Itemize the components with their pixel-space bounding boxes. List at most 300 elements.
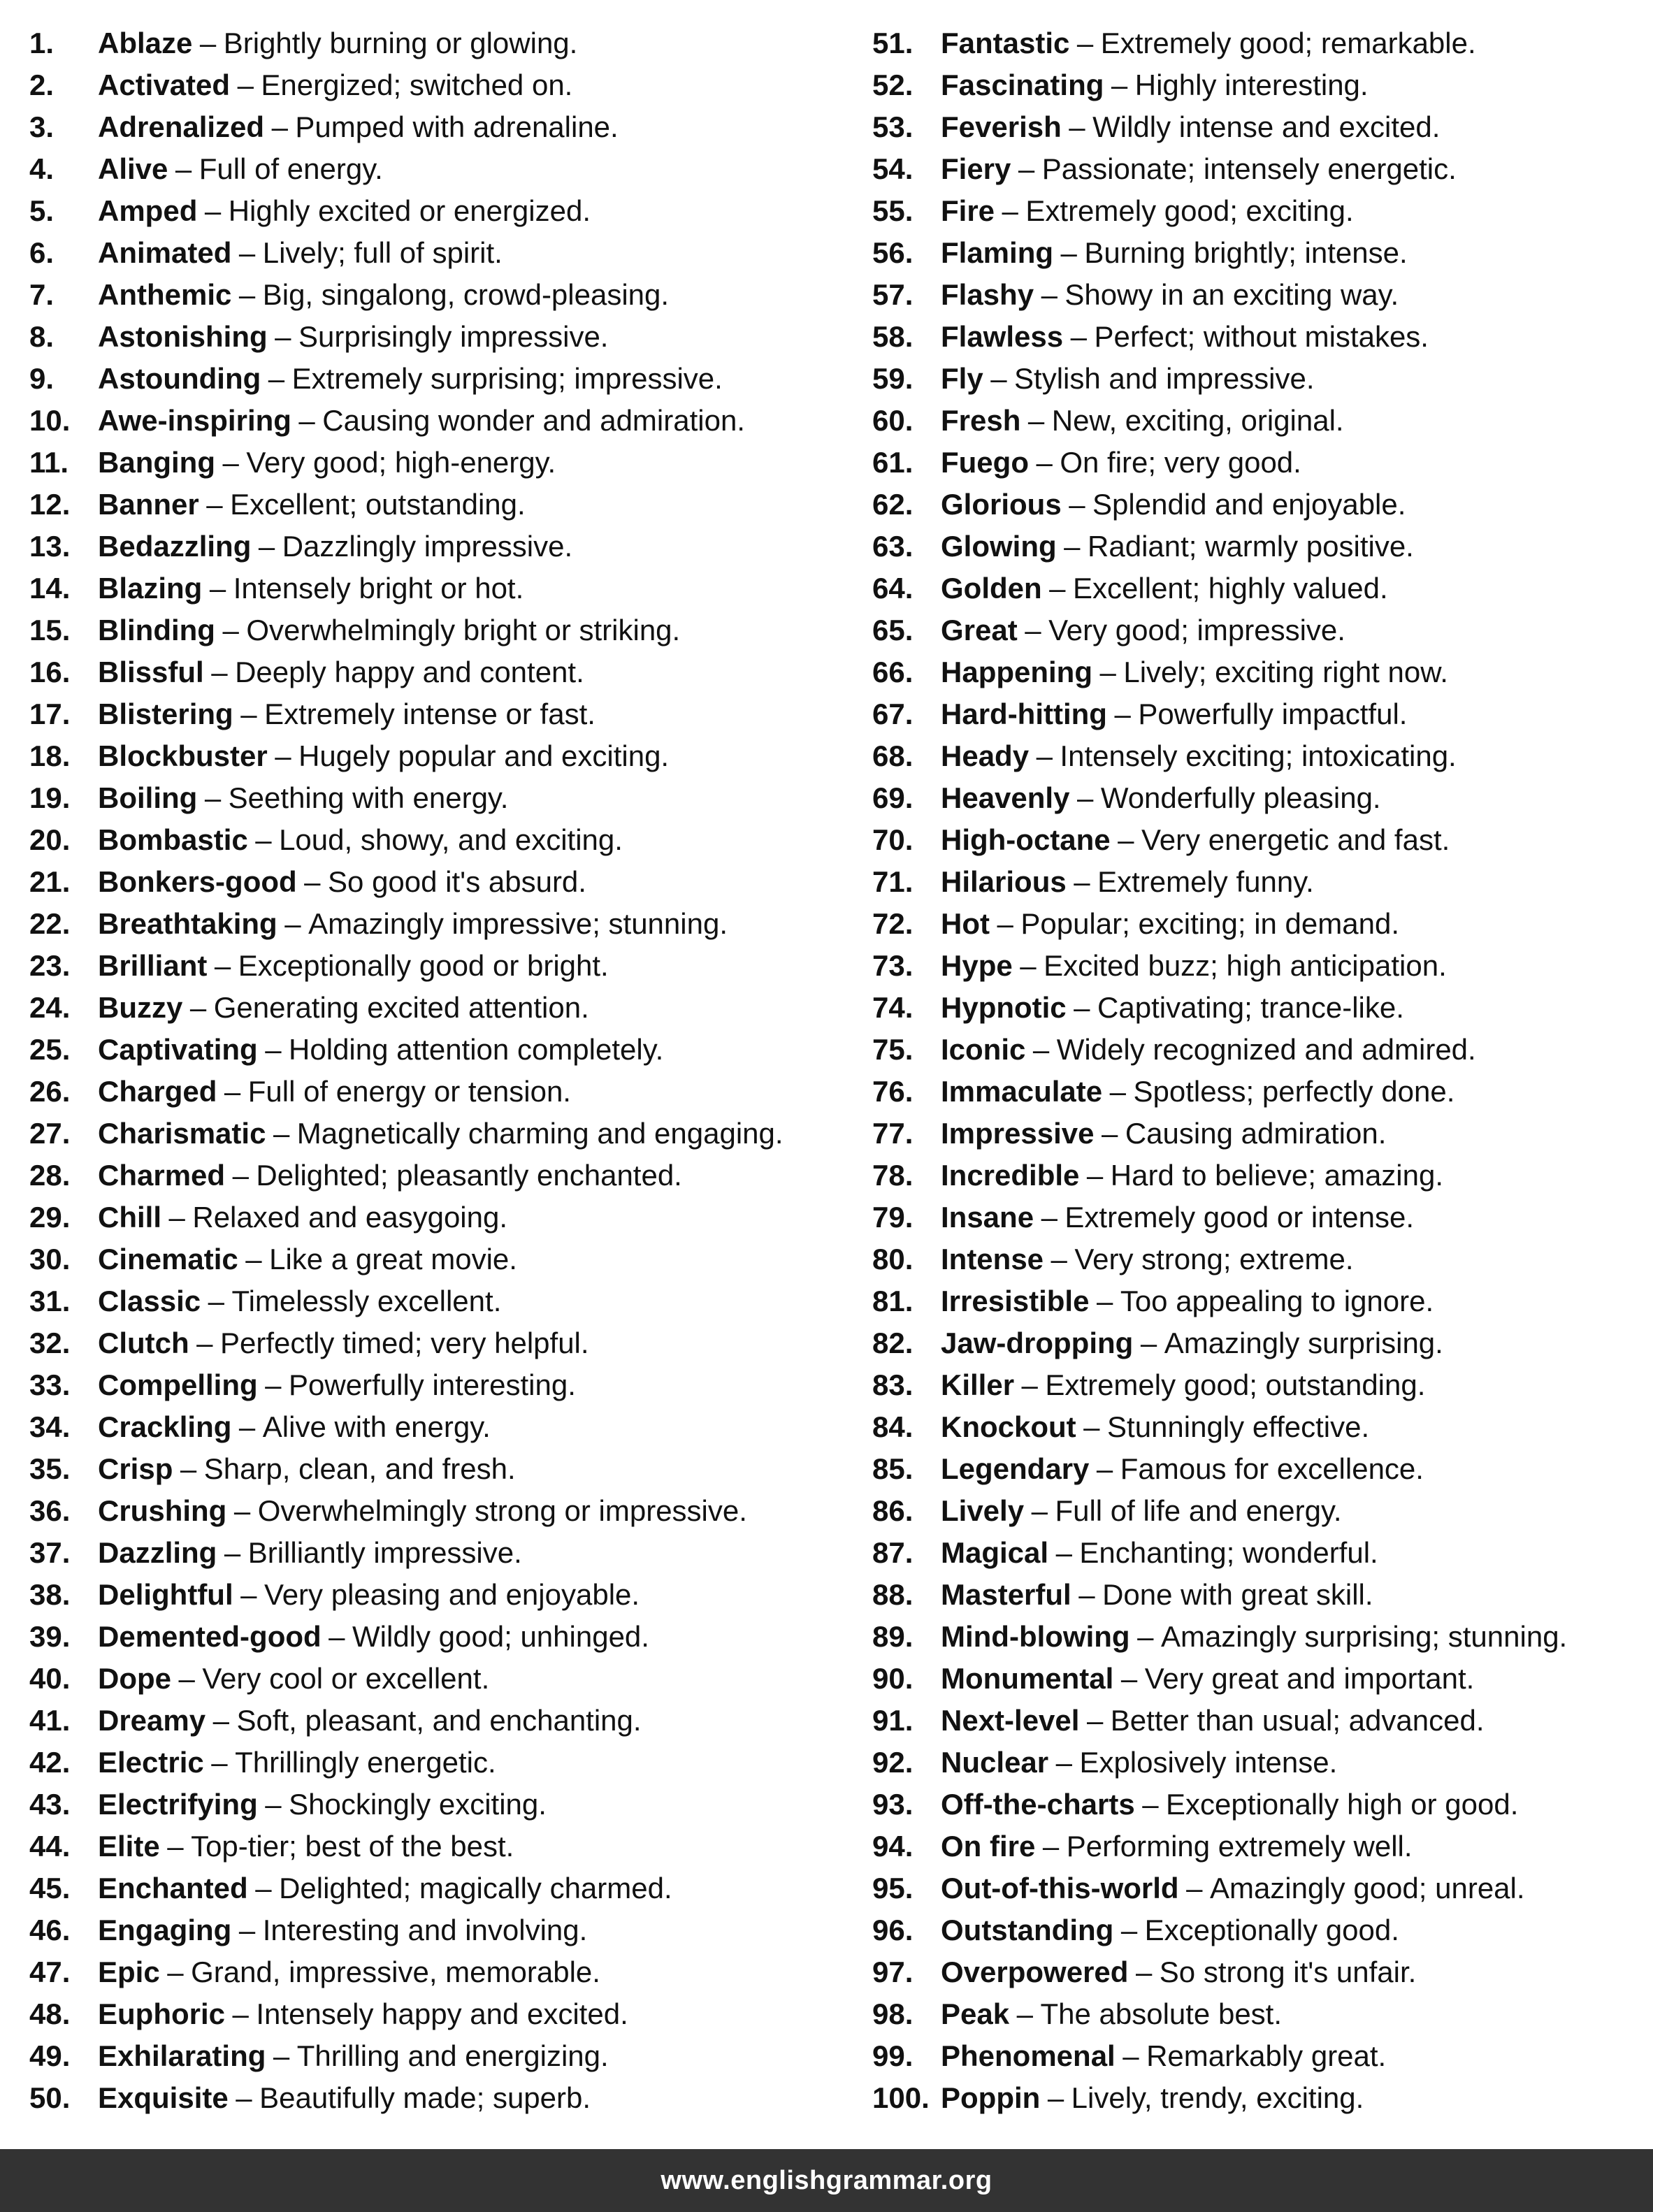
- item-definition: Full of energy or tension.: [247, 1075, 571, 1108]
- item-definition: Extremely good or intense.: [1064, 1201, 1415, 1234]
- item-text: [941, 1029, 1476, 1071]
- list-item: [29, 274, 847, 316]
- item-number: 54.: [872, 152, 914, 185]
- item-word: Hot: [941, 907, 990, 940]
- item-word: Elite: [98, 1830, 160, 1863]
- item-text: [941, 316, 1429, 358]
- item-separator: –: [265, 1368, 282, 1401]
- list-item: [872, 861, 1641, 903]
- item-separator: –: [204, 194, 222, 227]
- item-definition: So strong it's unfair.: [1159, 1956, 1417, 1988]
- item-definition: Radiant; warmly positive.: [1088, 530, 1414, 563]
- item-definition: Extremely good; remarkable.: [1100, 27, 1476, 59]
- item-word: Fresh: [941, 404, 1021, 437]
- item-number: 16.: [29, 656, 71, 688]
- item-text: [941, 484, 1406, 526]
- item-separator: –: [222, 446, 239, 479]
- item-number: 95.: [872, 1872, 914, 1904]
- list-item: [29, 1155, 847, 1197]
- item-separator: –: [1096, 1452, 1113, 1485]
- item-text: [98, 945, 609, 987]
- list-item: [872, 1238, 1641, 1280]
- item-separator: –: [1074, 865, 1090, 898]
- list-item: [872, 316, 1641, 358]
- item-word: Buzzy: [98, 991, 183, 1024]
- item-number: 35.: [29, 1452, 71, 1485]
- list-item: [29, 148, 847, 190]
- item-definition: Extremely good; outstanding.: [1045, 1368, 1426, 1401]
- item-separator: –: [1109, 1075, 1126, 1108]
- list-item: [872, 1197, 1641, 1238]
- list-item: [29, 987, 847, 1029]
- item-word: Legendary: [941, 1452, 1090, 1485]
- item-text: [941, 609, 1345, 651]
- item-word: Breathtaking: [98, 907, 277, 940]
- item-definition: Brilliantly impressive.: [247, 1536, 522, 1569]
- item-number: 66.: [872, 656, 914, 688]
- list-item: [29, 903, 847, 945]
- item-word: Blissful: [98, 656, 204, 688]
- item-number: 77.: [872, 1117, 914, 1150]
- item-definition: Spotless; perfectly done.: [1133, 1075, 1455, 1108]
- item-word: Lively: [941, 1494, 1025, 1527]
- item-text: [941, 987, 1404, 1029]
- item-word: Happening: [941, 656, 1092, 688]
- item-definition: Splendid and enjoyable.: [1092, 488, 1406, 521]
- list-item: [872, 400, 1641, 442]
- item-text: [98, 1197, 507, 1238]
- item-word: Awe-inspiring: [98, 404, 291, 437]
- item-word: Flashy: [941, 278, 1034, 311]
- item-number: 17.: [29, 697, 71, 730]
- item-number: 93.: [872, 1788, 914, 1821]
- list-item: [29, 1784, 847, 1826]
- item-word: Hypnotic: [941, 991, 1067, 1024]
- item-word: Immaculate: [941, 1075, 1103, 1108]
- item-text: [941, 903, 1399, 945]
- item-number: 43.: [29, 1788, 71, 1821]
- item-text: [941, 1700, 1485, 1742]
- list-item: [872, 1113, 1641, 1155]
- item-word: Brilliant: [98, 949, 208, 982]
- item-separator: –: [1036, 739, 1053, 772]
- list-item: [29, 400, 847, 442]
- item-number: 31.: [29, 1285, 71, 1317]
- item-word: Fly: [941, 362, 983, 395]
- item-separator: –: [997, 907, 1013, 940]
- item-number: 23.: [29, 949, 71, 982]
- item-definition: Lively; exciting right now.: [1123, 656, 1448, 688]
- list-item: [872, 1280, 1641, 1322]
- item-definition: Performing extremely well.: [1066, 1830, 1413, 1863]
- list-item: [872, 274, 1641, 316]
- item-word: Enchanted: [98, 1872, 248, 1904]
- item-separator: –: [212, 1704, 229, 1737]
- item-definition: Exceptionally high or good.: [1166, 1788, 1519, 1821]
- item-text: [941, 777, 1381, 819]
- item-number: 48.: [29, 1997, 71, 2030]
- item-word: Captivating: [98, 1033, 258, 1066]
- item-definition: So good it's absurd.: [328, 865, 586, 898]
- item-definition: Amazingly impressive; stunning.: [308, 907, 728, 940]
- item-text: [98, 484, 526, 526]
- item-number: 79.: [872, 1201, 914, 1234]
- item-number: 53.: [872, 110, 914, 143]
- item-definition: Surprisingly impressive.: [298, 320, 609, 353]
- item-separator: –: [273, 1117, 290, 1150]
- item-text: [98, 1867, 672, 1909]
- item-definition: Better than usual; advanced.: [1110, 1704, 1485, 1737]
- item-text: [98, 22, 577, 64]
- item-number: 20.: [29, 823, 71, 856]
- item-word: Fire: [941, 194, 995, 227]
- item-definition: Hugely popular and exciting.: [298, 739, 670, 772]
- item-word: Glorious: [941, 488, 1062, 521]
- item-text: [941, 232, 1408, 274]
- item-number: 58.: [872, 320, 914, 353]
- list-item: [872, 148, 1641, 190]
- item-definition: Shockingly exciting.: [289, 1788, 547, 1821]
- list-item: [29, 22, 847, 64]
- item-separator: –: [240, 697, 257, 730]
- item-definition: Big, singalong, crowd-pleasing.: [262, 278, 670, 311]
- item-text: [98, 1071, 571, 1113]
- list-item: [29, 1532, 847, 1574]
- item-definition: Very great and important.: [1144, 1662, 1475, 1695]
- item-number: 59.: [872, 362, 914, 395]
- item-separator: –: [1036, 446, 1053, 479]
- item-word: Electrifying: [98, 1788, 258, 1821]
- item-number: 19.: [29, 781, 71, 814]
- item-definition: Excited buzz; high anticipation.: [1044, 949, 1447, 982]
- item-word: Irresistible: [941, 1285, 1090, 1317]
- item-number: 46.: [29, 1914, 71, 1946]
- item-definition: Intensely bright or hot.: [233, 572, 524, 605]
- item-word: Classic: [98, 1285, 201, 1317]
- item-definition: Remarkably great.: [1146, 2039, 1387, 2072]
- item-separator: –: [304, 865, 321, 898]
- list-item: [29, 1909, 847, 1951]
- item-separator: –: [1076, 781, 1094, 814]
- item-number: 52.: [872, 68, 914, 101]
- item-word: Charismatic: [98, 1117, 266, 1150]
- item-definition: Exceptionally good.: [1144, 1914, 1399, 1946]
- item-text: [98, 651, 584, 693]
- item-definition: Stunningly effective.: [1107, 1410, 1370, 1443]
- item-word: Engaging: [98, 1914, 232, 1946]
- item-separator: –: [1041, 278, 1058, 311]
- item-definition: On fire; very good.: [1060, 446, 1301, 479]
- item-number: 99.: [872, 2039, 914, 2072]
- item-number: 24.: [29, 991, 71, 1024]
- item-number: 71.: [872, 865, 914, 898]
- item-separator: –: [211, 656, 228, 688]
- item-number: 80.: [872, 1243, 914, 1275]
- item-definition: Exceptionally good or bright.: [238, 949, 609, 982]
- item-separator: –: [238, 236, 256, 269]
- item-word: Incredible: [941, 1159, 1080, 1192]
- item-text: [98, 1532, 522, 1574]
- item-number: 81.: [872, 1285, 914, 1317]
- item-definition: Perfectly timed; very helpful.: [220, 1327, 589, 1359]
- item-separator: –: [1070, 320, 1087, 353]
- item-separator: –: [209, 572, 226, 605]
- item-definition: Energized; switched on.: [261, 68, 573, 101]
- item-number: 73.: [872, 949, 914, 982]
- list-item: [29, 1322, 847, 1364]
- list-item: [29, 64, 847, 106]
- item-definition: New, exciting, original.: [1051, 404, 1344, 437]
- item-separator: –: [222, 614, 239, 646]
- item-definition: Magnetically charming and engaging.: [296, 1117, 784, 1150]
- item-separator: –: [1140, 1327, 1157, 1359]
- list-item: [872, 1364, 1641, 1406]
- item-text: [98, 64, 572, 106]
- item-separator: –: [1111, 68, 1128, 101]
- item-definition: Dazzlingly impressive.: [282, 530, 573, 563]
- item-text: [98, 819, 623, 861]
- item-number: 75.: [872, 1033, 914, 1066]
- item-number: 7.: [29, 278, 55, 311]
- list-item: [872, 777, 1641, 819]
- item-definition: Relaxed and easygoing.: [192, 1201, 508, 1234]
- list-item: [29, 568, 847, 609]
- item-text: [941, 651, 1448, 693]
- item-text: [941, 693, 1407, 735]
- item-text: [98, 1322, 589, 1364]
- list-item: [872, 1029, 1641, 1071]
- item-number: 33.: [29, 1368, 71, 1401]
- item-separator: –: [224, 1536, 241, 1569]
- item-text: [98, 1280, 501, 1322]
- item-definition: Intensely happy and excited.: [256, 1997, 628, 2030]
- item-number: 14.: [29, 572, 71, 605]
- item-definition: Perfect; without mistakes.: [1094, 320, 1429, 353]
- item-number: 5.: [29, 194, 55, 227]
- item-number: 100.: [872, 2081, 930, 2114]
- item-separator: –: [1114, 697, 1131, 730]
- item-separator: –: [236, 2081, 252, 2114]
- item-number: 84.: [872, 1410, 914, 1443]
- item-word: Next-level: [941, 1704, 1080, 1737]
- item-text: [941, 526, 1414, 568]
- item-separator: –: [1135, 1956, 1153, 1988]
- item-definition: Delighted; pleasantly enchanted.: [256, 1159, 682, 1192]
- item-definition: Timelessly excellent.: [231, 1285, 502, 1317]
- list-item: [872, 2035, 1641, 2077]
- item-word: Fuego: [941, 446, 1029, 479]
- item-number: 2.: [29, 68, 55, 101]
- list-item: [29, 1658, 847, 1700]
- item-text: [941, 1826, 1413, 1867]
- item-number: 65.: [872, 614, 914, 646]
- item-text: [941, 568, 1388, 609]
- item-definition: Extremely funny.: [1097, 865, 1314, 898]
- item-definition: Enchanting; wonderful.: [1079, 1536, 1378, 1569]
- item-separator: –: [1142, 1788, 1159, 1821]
- item-separator: –: [275, 320, 291, 353]
- list-item: [29, 1448, 847, 1490]
- item-separator: –: [1031, 1494, 1048, 1527]
- item-text: [941, 1993, 1282, 2035]
- item-definition: Thrilling and energizing.: [296, 2039, 609, 2072]
- item-definition: Soft, pleasant, and enchanting.: [236, 1704, 642, 1737]
- item-word: Hard-hitting: [941, 697, 1107, 730]
- item-separator: –: [1076, 27, 1094, 59]
- item-number: 74.: [872, 991, 914, 1024]
- item-text: [98, 568, 524, 609]
- item-number: 91.: [872, 1704, 914, 1737]
- item-separator: –: [233, 1494, 251, 1527]
- item-number: 15.: [29, 614, 71, 646]
- list-item: [29, 232, 847, 274]
- list-item: [29, 442, 847, 484]
- list-item: [29, 693, 847, 735]
- item-number: 86.: [872, 1494, 914, 1527]
- item-definition: Lively, trendy, exciting.: [1071, 2081, 1364, 2114]
- item-word: Dazzling: [98, 1536, 217, 1569]
- item-number: 82.: [872, 1327, 914, 1359]
- list-item: [29, 526, 847, 568]
- item-separator: –: [168, 1201, 185, 1234]
- list-item: [872, 945, 1641, 987]
- item-number: 40.: [29, 1662, 71, 1695]
- item-definition: Alive with energy.: [262, 1410, 491, 1443]
- list-item: [29, 358, 847, 400]
- item-definition: Popular; exciting; in demand.: [1020, 907, 1399, 940]
- item-text: [98, 1448, 516, 1490]
- item-definition: Generating excited attention.: [213, 991, 589, 1024]
- item-number: 13.: [29, 530, 71, 563]
- item-word: Charged: [98, 1075, 217, 1108]
- item-separator: –: [1123, 2039, 1139, 2072]
- item-word: Euphoric: [98, 1997, 226, 2030]
- item-number: 22.: [29, 907, 71, 940]
- item-definition: Too appealing to ignore.: [1120, 1285, 1434, 1317]
- item-definition: Done with great skill.: [1102, 1578, 1373, 1611]
- item-word: Fiery: [941, 152, 1011, 185]
- item-definition: Very strong; extreme.: [1074, 1243, 1354, 1275]
- item-word: Iconic: [941, 1033, 1026, 1066]
- item-separator: –: [237, 68, 254, 101]
- list-item: [872, 609, 1641, 651]
- item-number: 49.: [29, 2039, 71, 2072]
- list-item: [29, 1238, 847, 1280]
- list-item: [872, 1406, 1641, 1448]
- item-word: Blockbuster: [98, 739, 268, 772]
- item-definition: Holding attention completely.: [289, 1033, 664, 1066]
- list-item: [872, 1951, 1641, 1993]
- item-word: Killer: [941, 1368, 1015, 1401]
- item-separator: –: [268, 362, 285, 395]
- item-text: [941, 2077, 1364, 2119]
- list-item: [872, 1993, 1641, 2035]
- list-item: [872, 1616, 1641, 1658]
- item-word: Peak: [941, 1997, 1010, 2030]
- item-text: [98, 1993, 628, 2035]
- list-item: [29, 651, 847, 693]
- item-number: 57.: [872, 278, 914, 311]
- item-word: Flaming: [941, 236, 1054, 269]
- item-word: Bonkers-good: [98, 865, 297, 898]
- item-text: [941, 819, 1450, 861]
- item-number: 42.: [29, 1746, 71, 1779]
- list-item: [29, 1742, 847, 1784]
- item-number: 39.: [29, 1620, 71, 1653]
- item-text: [941, 1448, 1424, 1490]
- item-number: 26.: [29, 1075, 71, 1108]
- item-definition: Famous for excellence.: [1120, 1452, 1424, 1485]
- item-separator: –: [1086, 1159, 1104, 1192]
- item-word: Dope: [98, 1662, 171, 1695]
- item-text: [98, 1406, 491, 1448]
- item-number: 27.: [29, 1117, 71, 1150]
- list-item: [872, 819, 1641, 861]
- item-definition: Highly interesting.: [1134, 68, 1369, 101]
- item-text: [98, 1658, 489, 1700]
- item-word: Heady: [941, 739, 1030, 772]
- item-separator: –: [255, 1872, 272, 1904]
- item-separator: –: [204, 781, 222, 814]
- item-word: Masterful: [941, 1578, 1071, 1611]
- list-item: [29, 945, 847, 987]
- item-word: Golden: [941, 572, 1042, 605]
- item-definition: Overwhelmingly bright or striking.: [246, 614, 681, 646]
- item-separator: –: [238, 1410, 256, 1443]
- item-number: 30.: [29, 1243, 71, 1275]
- item-definition: Passionate; intensely energetic.: [1041, 152, 1457, 185]
- item-definition: Sharp, clean, and fresh.: [203, 1452, 516, 1485]
- list-item: [872, 484, 1641, 526]
- item-word: Monumental: [941, 1662, 1114, 1695]
- word-list: [0, 22, 1653, 2112]
- list-item: [872, 442, 1641, 484]
- item-definition: Stylish and impressive.: [1014, 362, 1315, 395]
- item-definition: Lively; full of spirit.: [262, 236, 503, 269]
- item-definition: Like a great movie.: [269, 1243, 517, 1275]
- item-separator: –: [1137, 1620, 1154, 1653]
- item-separator: –: [1078, 1578, 1095, 1611]
- item-text: [98, 1826, 514, 1867]
- item-separator: –: [1020, 949, 1037, 982]
- item-word: Cinematic: [98, 1243, 238, 1275]
- item-definition: The absolute best.: [1040, 1997, 1283, 2030]
- item-definition: Very pleasing and enjoyable.: [264, 1578, 640, 1611]
- item-number: 72.: [872, 907, 914, 940]
- list-item: [872, 1574, 1641, 1616]
- item-separator: –: [273, 2039, 290, 2072]
- item-separator: –: [258, 530, 275, 563]
- item-word: Crisp: [98, 1452, 173, 1485]
- item-text: [941, 1532, 1378, 1574]
- item-number: 67.: [872, 697, 914, 730]
- item-word: Blazing: [98, 572, 203, 605]
- item-word: Blistering: [98, 697, 233, 730]
- item-separator: –: [1118, 823, 1134, 856]
- item-word: Astounding: [98, 362, 261, 395]
- item-text: [941, 106, 1440, 148]
- item-separator: –: [265, 1788, 282, 1821]
- item-text: [98, 274, 669, 316]
- item-word: High-octane: [941, 823, 1111, 856]
- item-number: 38.: [29, 1578, 71, 1611]
- item-word: Crushing: [98, 1494, 227, 1527]
- website-link[interactable]: www.englishgrammar.org: [661, 2165, 992, 2195]
- item-word: Banging: [98, 446, 215, 479]
- item-word: Boiling: [98, 781, 198, 814]
- item-text: [941, 861, 1314, 903]
- item-word: Fascinating: [941, 68, 1104, 101]
